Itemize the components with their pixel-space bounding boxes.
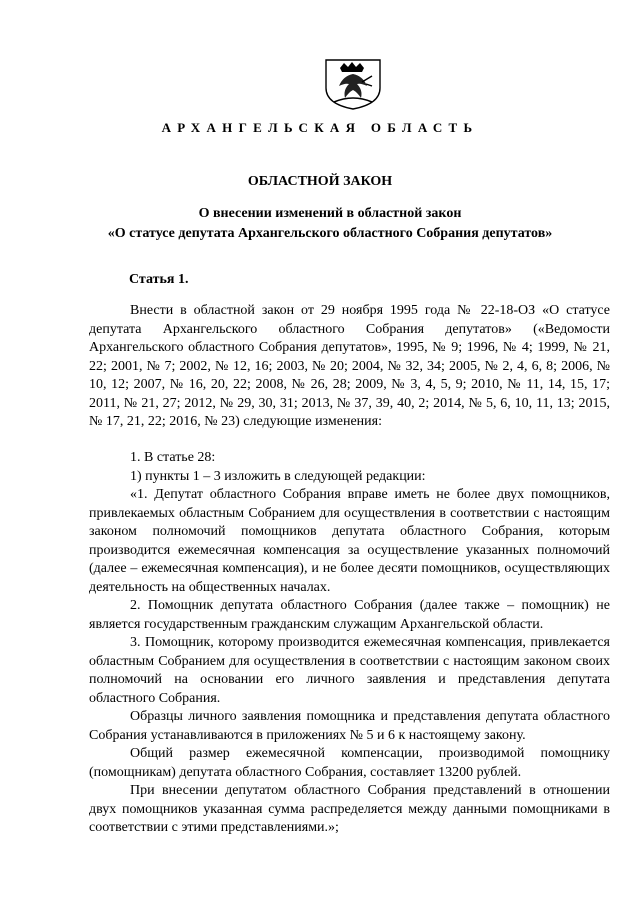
amendment-paragraph: 1) пункты 1 – 3 изложить в следующей редакции: <box>130 468 426 484</box>
amendment-paragraph: «1. Депутат областного Собрания вправе иметь не более двух помощников, привлекаемых областным Собранием для осуществления в соответствии с настоящим законом полномочий помощников депутата областного Собрания, которым производится ежемесячная компенсация за осуществление указанных полномочий (далее – ежемесячная компенсация), и не более десяти помощников, осуществляющих деятельность на общественных началах. <box>89 487 610 595</box>
amendment-paragraph: 3. Помощник, которому производится ежемесячная компенсация, привлекается областным Собранием для осуществления в соответствии с настоящим законом своих полномочий на основании его личного заявления и представления депутата областного Собрания. <box>89 635 610 706</box>
law-subject-line-1: О внесении изменений в областной закон <box>198 206 462 221</box>
amendment-paragraph: 1. В статье 28: <box>130 450 216 465</box>
article-intro-paragraph: Внести в областной закон от 29 ноября 1995 года № 22-18-ОЗ «О статусе депутата Архангельского областного Собрания депутатов» («Ведомости Архангельского областного Собрания депутатов», 1995, № 9; 1996, № 4; 1999, № 21, 22; 2001, № 7; 2002, № 12, 16; 2003, № 20; 2004, № 32, 34; 2005, № 2, 4, 6, 8; 2006, № 10, 12; 2007, № 16, 20, 22; 2008, № 26, 28; 2009, № 3, 4, 5, 9; 2010, № 11, 14, 15, 17; 2011, № 21, 27; 2012, № 29, 30, 31; 2013, № 37, 39, 40, 2; 2014, № 5, 6, 10, 11, 13; 2015, № 17, 21, 22; 2016, № 23) следующие изменения: <box>89 303 610 429</box>
article-heading: Статья 1. <box>129 272 189 287</box>
amendments-body <box>89 449 610 838</box>
amendment-paragraph: 2. Помощник депутата областного Собрания (далее также – помощник) не является государственным гражданским служащим Архангельской области. <box>89 598 610 632</box>
region-title: АРХАНГЕЛЬСКАЯ ОБЛАСТЬ <box>161 120 479 135</box>
law-subject-line-2: «О статусе депутата Архангельского областного Собрания депутатов» <box>107 226 553 241</box>
law-type-title: ОБЛАСТНОЙ ЗАКОН <box>247 174 393 189</box>
amendment-paragraph: Образцы личного заявления помощника и представления депутата областного Собрания устанавливаются в приложениях № 5 и 6 к настоящему закону. <box>89 709 610 743</box>
article-intro <box>89 302 610 432</box>
amendment-paragraph: Общий размер ежемесячной компенсации, производимой помощнику (помощникам) депутата областного Собрания, составляет 13200 рублей. <box>89 746 610 780</box>
amendment-paragraph: При внесении депутатом областного Собрания представлений в отношении двух помощников указанная сумма распределяется между данными помощниками в соответствии с этими представлениями.»; <box>89 783 610 835</box>
law-subject <box>20 204 640 244</box>
coat-of-arms-icon <box>322 58 384 110</box>
